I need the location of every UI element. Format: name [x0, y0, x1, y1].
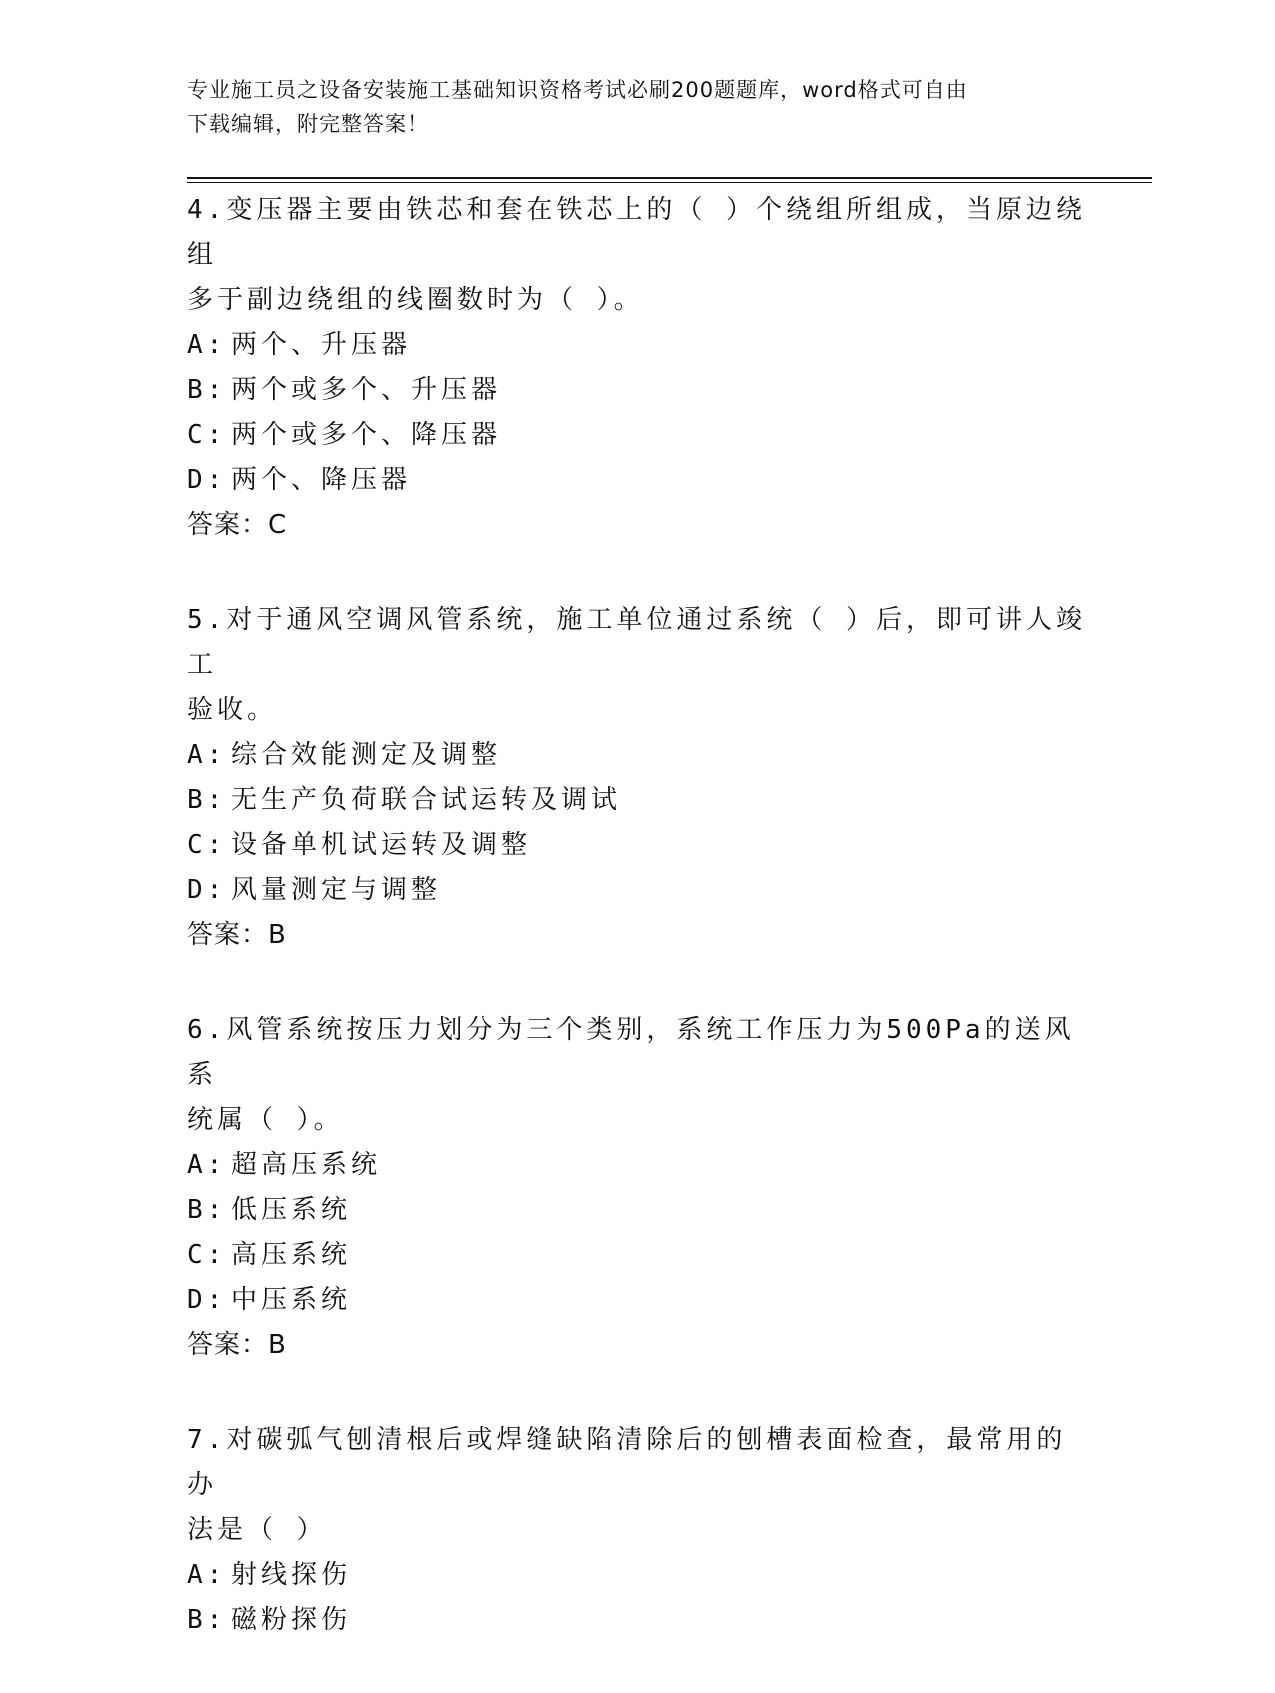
- option-letter: B:: [187, 1605, 227, 1635]
- question-7: [187, 1418, 1087, 1643]
- option-text: 中压系统: [231, 1285, 352, 1315]
- answer-label: 答案：: [187, 510, 269, 540]
- option-b: [187, 1188, 1087, 1233]
- option-letter: C:: [187, 1240, 227, 1270]
- question-text-line-1: 风管系统按压力划分为三个类别，系统工作压力为500Pa的送风系: [187, 1015, 1075, 1090]
- question-text-line-1: 变压器主要由铁芯和套在铁芯上的（ ）个绕组所组成，当原边绕组: [187, 195, 1086, 270]
- option-text: 射线探伤: [231, 1560, 352, 1590]
- option-d: [187, 458, 1087, 503]
- option-letter: B:: [187, 375, 227, 405]
- option-text: 两个、降压器: [231, 465, 412, 495]
- question-number: 6.: [187, 1015, 227, 1045]
- option-letter: A:: [187, 330, 227, 360]
- header-line-2: 下载编辑，附完整答案！: [187, 112, 429, 136]
- answer-value: C: [268, 510, 288, 540]
- question-6: [187, 1008, 1087, 1368]
- option-letter: D:: [187, 875, 227, 905]
- answer-value: B: [268, 920, 287, 950]
- option-text: 无生产负荷联合试运转及调试: [231, 785, 622, 815]
- option-letter: A:: [187, 1150, 227, 1180]
- option-c: [187, 823, 1087, 868]
- option-letter: B:: [187, 1195, 227, 1225]
- question-4: [187, 188, 1087, 548]
- question-text: [187, 1418, 1087, 1508]
- option-letter: B:: [187, 785, 227, 815]
- answer-value: B: [268, 1330, 287, 1360]
- option-text: 两个、升压器: [231, 330, 412, 360]
- option-a: [187, 1143, 1087, 1188]
- option-a: [187, 1553, 1087, 1598]
- option-b: [187, 1598, 1087, 1643]
- option-letter: A:: [187, 740, 227, 770]
- document-header: [187, 73, 1087, 141]
- header-divider-thin: [187, 182, 1152, 183]
- question-list: [187, 188, 1087, 1693]
- option-text: 风量测定与调整: [231, 875, 442, 905]
- option-letter: C:: [187, 420, 227, 450]
- question-number: 5.: [187, 605, 227, 635]
- answer-label: 答案：: [187, 1330, 269, 1360]
- option-text: 综合效能测定及调整: [231, 740, 502, 770]
- option-letter: D:: [187, 1285, 227, 1315]
- question-number: 4.: [187, 195, 227, 225]
- option-text: 超高压系统: [231, 1150, 382, 1180]
- question-text: [187, 188, 1087, 278]
- option-a: [187, 733, 1087, 778]
- option-text: 低压系统: [231, 1195, 352, 1225]
- question-text: [187, 1008, 1087, 1098]
- question-number: 7.: [187, 1425, 227, 1455]
- option-text: 两个或多个、降压器: [231, 420, 502, 450]
- option-b: [187, 778, 1087, 823]
- option-text: 设备单机试运转及调整: [231, 830, 532, 860]
- question-text: [187, 598, 1087, 688]
- question-text-line-2: 统属（ ）。: [187, 1105, 344, 1135]
- option-letter: C:: [187, 830, 227, 860]
- question-text-line-2: 验收。: [187, 695, 278, 725]
- option-b: [187, 368, 1087, 413]
- option-letter: D:: [187, 465, 227, 495]
- option-d: [187, 1278, 1087, 1323]
- option-text: 两个或多个、升压器: [231, 375, 502, 405]
- answer-line: [187, 913, 1087, 958]
- question-text-line-2: 法是（ ）: [187, 1515, 327, 1545]
- answer-line: [187, 1323, 1087, 1368]
- option-a: [187, 323, 1087, 368]
- question-text-line-1: 对碳弧气刨清根后或焊缝缺陷清除后的刨槽表面检查，最常用的办: [187, 1425, 1067, 1500]
- question-text-line-1: 对于通风空调风管系统，施工单位通过系统（ ）后，即可讲人竣工: [187, 605, 1086, 680]
- answer-line: [187, 503, 1087, 548]
- header-divider-thick: [187, 177, 1152, 179]
- option-text: 高压系统: [231, 1240, 352, 1270]
- question-text-line-2: 多于副边绕组的线圈数时为（ ）。: [187, 285, 644, 315]
- option-d: [187, 868, 1087, 913]
- option-text: 磁粉探伤: [231, 1605, 352, 1635]
- option-letter: A:: [187, 1560, 227, 1590]
- answer-label: 答案：: [187, 920, 269, 950]
- option-c: [187, 1233, 1087, 1278]
- question-5: [187, 598, 1087, 958]
- option-c: [187, 413, 1087, 458]
- header-line-1: 专业施工员之设备安装施工基础知识资格考试必刷200题题库，word格式可自由: [187, 78, 968, 102]
